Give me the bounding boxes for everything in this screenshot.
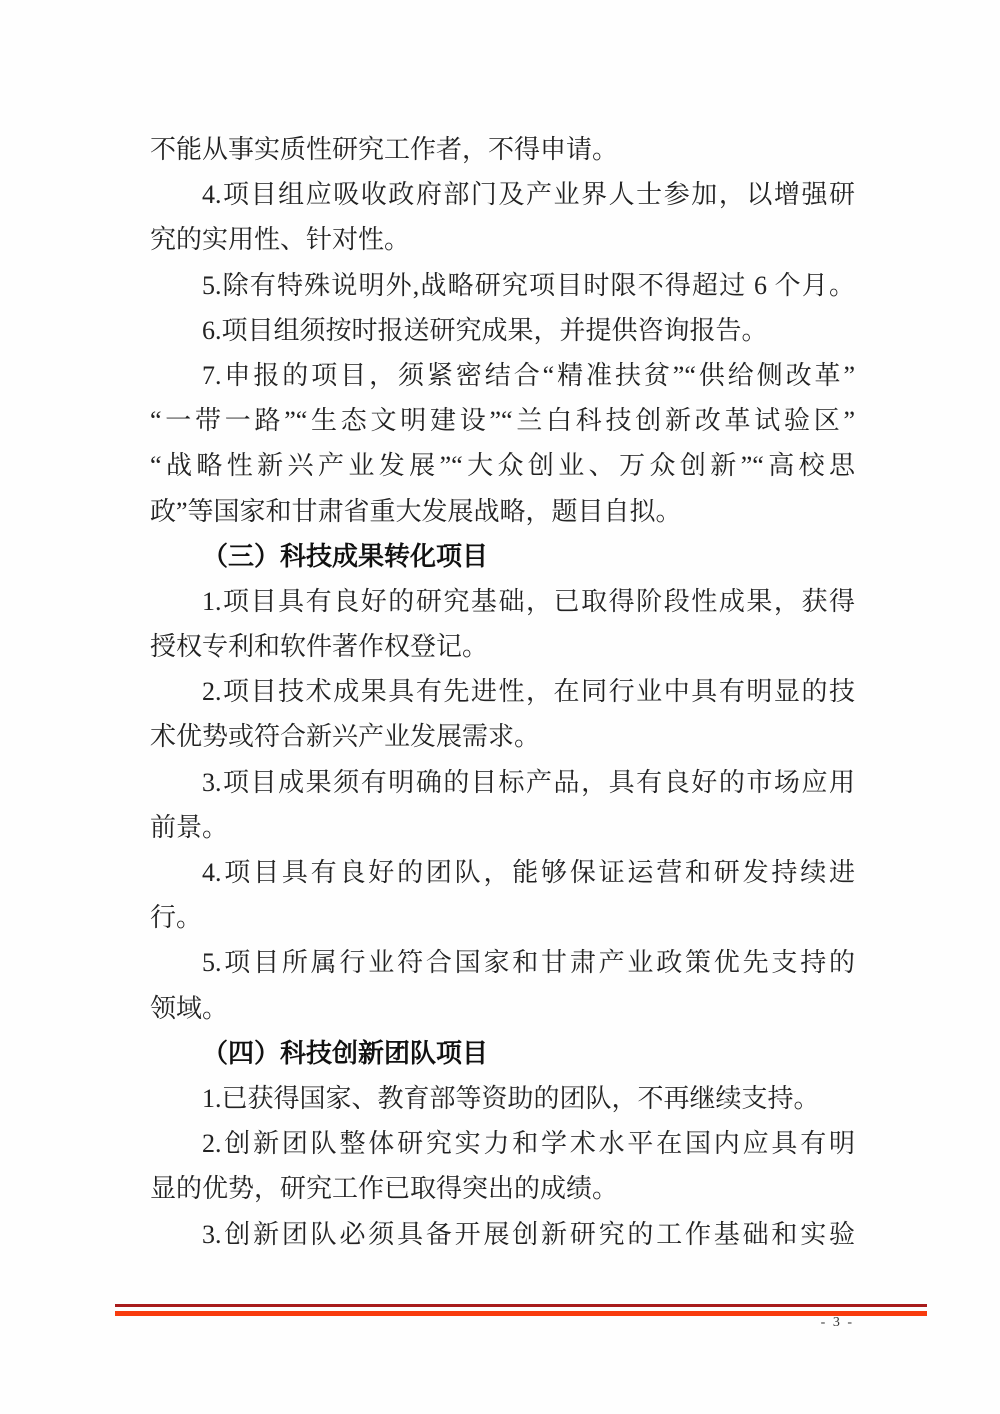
- body-line: 授权专利和软件著作权登记。: [150, 632, 489, 662]
- body-line: 4.项目具有良好的团队，能够保证运营和研发持续进: [202, 858, 855, 887]
- footer-rule-dark-red: [115, 1304, 927, 1307]
- body-line: 显的优势，研究工作已取得突出的成绩。: [150, 1174, 619, 1204]
- body-line: 1.已获得国家、教育部等资助的团队，不再继续支持。: [202, 1083, 820, 1113]
- body-line: 行。: [150, 903, 203, 933]
- body-line: 政”等国家和甘肃省重大发展战略，题目自拟。: [150, 496, 682, 526]
- body-line: 5.项目所属行业符合国家和甘肃产业政策优先支持的: [202, 948, 855, 978]
- body-line: 4.项目组应吸收政府部门及产业界人士参加，以增强研: [202, 180, 855, 210]
- body-line: “一带一路”“生态文明建设”“兰白科技创新改革试验区”: [150, 406, 855, 436]
- section-heading-4: （四）科技创新团队项目: [202, 1037, 489, 1068]
- body-line: “战略性新兴产业发展”“大众创业、万众创新”“高校思: [150, 451, 855, 481]
- body-line: 6.项目组须按时报送研究成果，并提供咨询报告。: [202, 315, 768, 345]
- body-line: 3.项目成果须有明确的目标产品，具有良好的市场应用: [202, 767, 855, 797]
- page-number: - 3 -: [820, 1315, 854, 1330]
- body-line: 7.申报的项目，须紧密结合“精准扶贫”“供给侧改革”: [202, 360, 855, 390]
- body-line: 2.创新团队整体研究实力和学术水平在国内应具有明: [202, 1129, 855, 1159]
- body-line: 领域。: [150, 993, 229, 1023]
- body-line: 5.除有特殊说明外,战略研究项目时限不得超过 6 个月。: [202, 270, 855, 300]
- body-line: 究的实用性、针对性。: [150, 225, 411, 255]
- body-line: 前景。: [150, 812, 229, 842]
- body-line: 2.项目技术成果具有先进性，在同行业中具有明显的技: [202, 677, 855, 707]
- footer-rule-orange: [115, 1311, 927, 1316]
- body-line: 3.创新团队必须具备开展创新研究的工作基础和实验: [202, 1219, 855, 1249]
- section-heading-3: （三）科技成果转化项目: [202, 540, 489, 571]
- body-line: 术优势或符合新兴产业发展需求。: [150, 722, 541, 752]
- body-line: 不能从事实质性研究工作者，不得申请。: [150, 135, 619, 164]
- body-line: 1.项目具有良好的研究基础，已取得阶段性成果，获得: [202, 586, 855, 616]
- document-text: [150, 127, 855, 1257]
